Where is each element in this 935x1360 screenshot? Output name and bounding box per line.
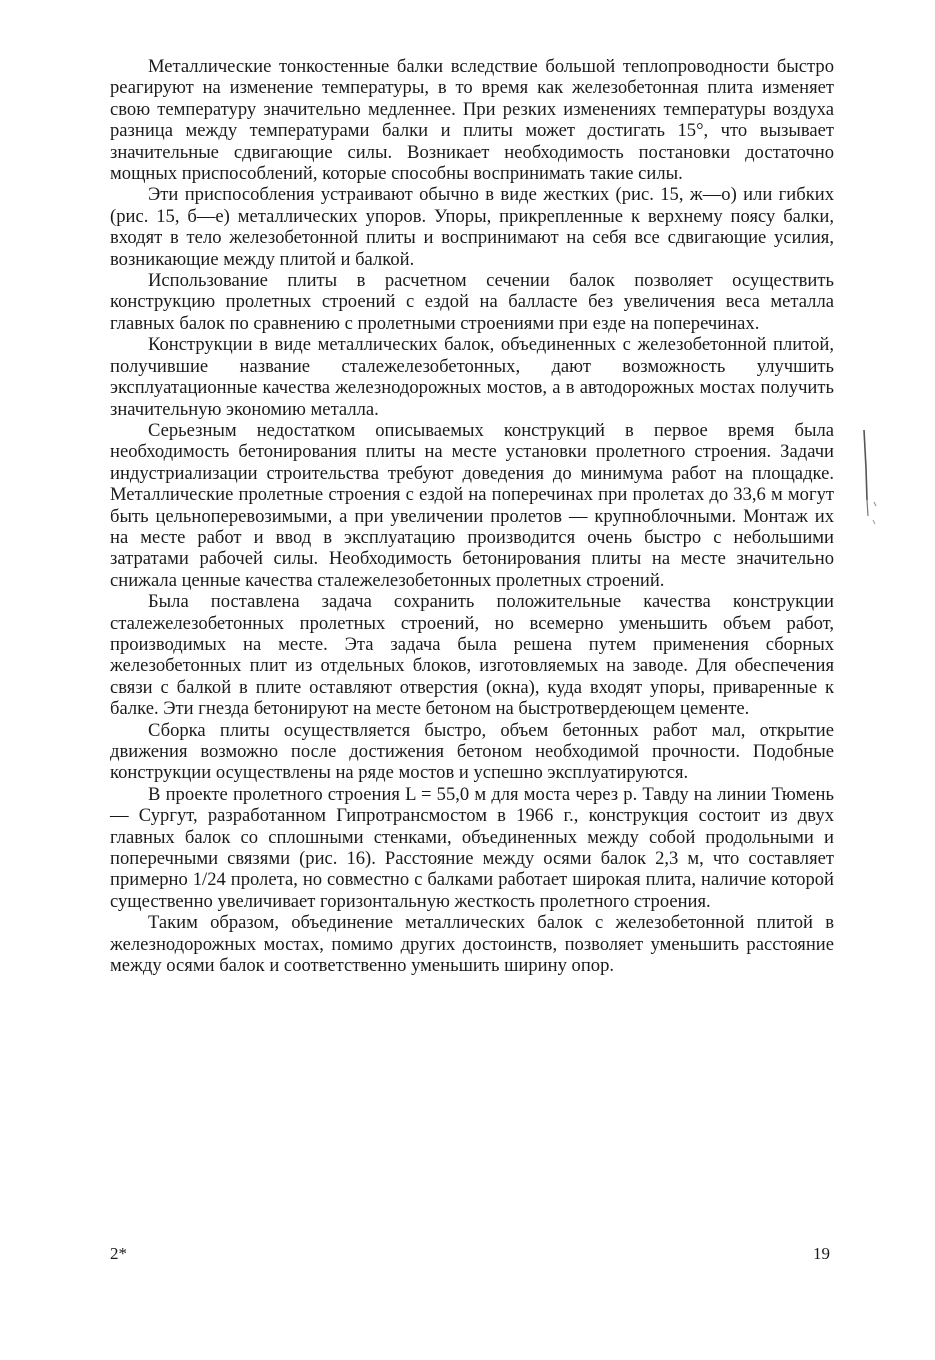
paragraph-conclusion: Таким образом, объединение металлических балок с железобетонной плитой в железнодорожных мостах, помимо других достоинств, позволяет уменьшить расстояние между осями балок и соответственно уменьшить ширину опор. — [110, 912, 834, 977]
paragraph-drawback-casting: Серьезным недостатком описываемых конструкций в первое время была необходимость бетонирования плиты на месте установки пролетного строения. Задачи индустриализации строительства требуют доведения до минимума работ на площадке. Металлические пролетные строения с ездой на поперечинах при пролетах до 33,6 м могут быть цельноперевозимыми, а при увеличении пролетов — крупноблочными. Монтаж их на месте работ и ввод в эксплуатацию производится очень быстро с небольшими затратами рабочей силы. Необходимость бетонирования плиты на месте значительно снижала ценные качества сталежелезобетонных пролетных строений. — [110, 419, 834, 591]
paragraph-composite-construction: Конструкции в виде металлических балок, объединенных с железобетонной плитой, получившие название сталежелезобетонных, дают возможность улучшить эксплуатационные качества железнодорожных мостов, а в автодорожных мостах получить значительную экономию металла. — [110, 334, 834, 420]
signature-mark: 2* — [110, 1244, 127, 1263]
paragraph-thermal-behavior: Металлические тонкостенные балки вследствие большой теплопроводности быстро реагируют на изменение температуры, в то время как железобетонная плита изменяет свою температуру значительно медленнее. При резких изменениях температуры воздуха разница между температурами балки и плиты может достигать 15°, что вызывает значительные сдвигающие силы. Возникает необходимость постановки достаточно мощных приспособлений, которые способны воспринимать такие силы. — [110, 56, 834, 185]
page-number: 19 — [813, 1244, 830, 1263]
page-body — [110, 56, 834, 976]
paragraph-precast-slabs: Была поставлена задача сохранить положительные качества конструкции сталежелезобетонных пролетных строений, но всемерно уменьшить объем работ, производимых на месте. Эта задача была решена путем применения сборных железобетонных плит из отдельных блоков, изготовляемых на заводе. Для обеспечения связи с балкой в плите оставляют отверстия (окна), куда входят упоры, приваренные к балке. Эти гнезда бетонируют на месте бетоном на быстротвердеющем цементе. — [110, 591, 834, 720]
paragraph-slab-in-section: Использование плиты в расчетном сечении балок позволяет осуществить конструкцию пролетных строений с ездой на балласте без увеличения веса металла главных балок по сравнению с пролетными строениями при езде на поперечинах. — [110, 270, 834, 334]
paragraph-tavda-bridge-project: В проекте пролетного строения L = 55,0 м для моста через р. Тавду на линии Тюмень — Сургут, разработанном Гипротрансмостом в 1966 г., конструкция состоит из двух главных балок со сплошными стенками, объединенных между собой продольными и поперечными связями (рис. 16). Расстояние между осями балок 2,3 м, что составляет примерно 1/24 пролета, но совместно с балками работает широкая плита, наличие которой существенно увеличивает горизонтальную жесткость пролетного строения. — [110, 783, 834, 912]
margin-pencil-mark — [858, 428, 888, 528]
paragraph-fast-assembly: Сборка плиты осуществляется быстро, объем бетонных работ мал, открытие движения возможно после достижения бетоном необходимой прочности. Подобные конструкции осуществлены на ряде мостов и успешно эксплуатируются. — [110, 719, 834, 784]
paragraph-shear-connectors: Эти приспособления устраивают обычно в виде жестких (рис. 15, ж—о) или гибких (рис. 15, б—е) металлических упоров. Упоры, прикрепленные к верхнему поясу балки, входят в тело железобетонной плиты и воспринимают на себя все сдвигающие усилия, возникающие между плитой и балкой. — [110, 184, 834, 270]
